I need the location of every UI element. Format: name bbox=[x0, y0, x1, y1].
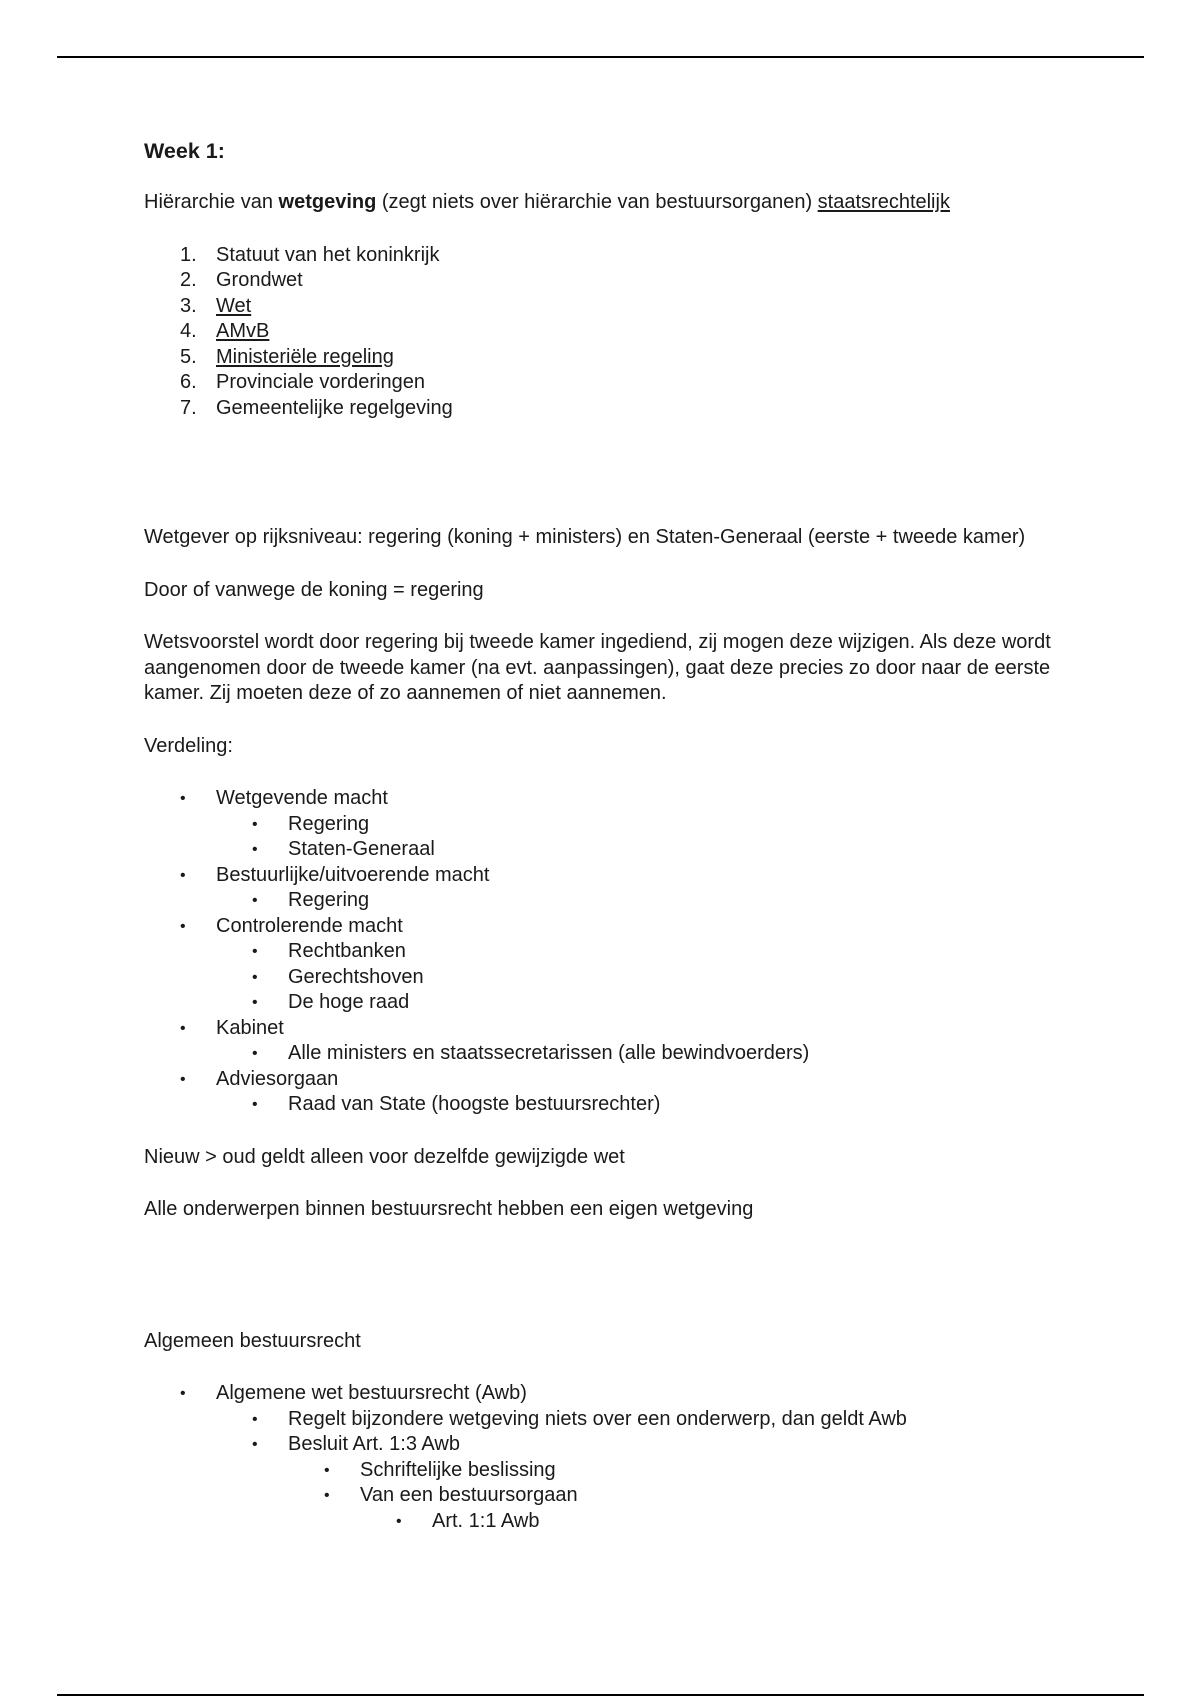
list-item: 6. Provinciale vorderingen bbox=[180, 371, 426, 393]
awb-list bbox=[144, 1381, 1064, 1534]
list-item: 4. AMvB bbox=[180, 320, 270, 342]
nieuw-paragraph: Nieuw > oud geldt alleen voor dezelfde gewijzigde wet bbox=[144, 1145, 625, 1168]
intro-underlined-term: staatsrechtelijk bbox=[817, 191, 950, 213]
intro-paragraph: Hiërarchie van wetgeving (zegt niets over hiërarchie van bestuursorganen) staatsrechtelijk bbox=[144, 191, 950, 213]
list-item: • Kabinet bbox=[180, 1016, 284, 1039]
list-item: • Wetgevende macht bbox=[180, 787, 388, 809]
intro-bold-term: wetgeving bbox=[278, 191, 377, 213]
list-item: • Regelt bijzondere wetgeving niets over een onderwerp, dan geldt Awb bbox=[252, 1407, 907, 1430]
list-item: • Regering bbox=[252, 812, 370, 835]
list-item: • Rechtbanken bbox=[252, 940, 406, 962]
list-item: • Regering bbox=[252, 889, 370, 911]
list-item: • De hoge raad bbox=[252, 991, 410, 1013]
list-item: 2. Grondwet bbox=[180, 269, 303, 291]
list-item: • Besluit Art. 1:3 Awb bbox=[252, 1433, 460, 1455]
list-item: • Raad van State (hoogste bestuursrechter) bbox=[252, 1093, 661, 1115]
list-item: • Gerechtshoven bbox=[252, 965, 424, 988]
footer-rule bbox=[57, 1694, 1144, 1696]
onderwerpen-paragraph: Alle onderwerpen binnen bestuursrecht hebben een eigen wetgeving bbox=[144, 1198, 754, 1220]
list-item: • Schriftelijke beslissing bbox=[324, 1458, 556, 1481]
list-item: 1. Statuut van het koninkrijk bbox=[180, 243, 440, 266]
list-item: • Adviesorgaan bbox=[180, 1067, 339, 1090]
list-item: • Algemene wet bestuursrecht (Awb) bbox=[180, 1382, 527, 1404]
verdeling-heading: Verdeling: bbox=[144, 734, 233, 757]
list-item: • Staten-Generaal bbox=[252, 838, 435, 860]
page-title: Week 1: bbox=[144, 139, 225, 163]
list-item: 3. Wet bbox=[180, 294, 252, 317]
verdeling-list bbox=[144, 786, 1064, 1118]
koning-paragraph: Door of vanwege de koning = regering bbox=[144, 578, 484, 601]
header-rule bbox=[57, 56, 1144, 58]
wetsvoorstel-paragraph: Wetsvoorstel wordt door regering bij tweede kamer ingediend, zij mogen deze wijzigen. Als deze wordt aangenomen door de tweede kamer (na evt. aanpassingen), gaat deze precies zo door naar de eerste kamer. Zij moeten deze of zo aannemen of niet aannemen. bbox=[144, 631, 1051, 704]
list-item: 7. Gemeentelijke regelgeving bbox=[180, 396, 453, 419]
list-item: • Art. 1:1 Awb bbox=[396, 1509, 540, 1532]
wetgever-paragraph: Wetgever op rijksniveau: regering (koning + ministers) en Staten-Generaal (eerste + tweede kamer) bbox=[144, 526, 1026, 548]
document-body bbox=[144, 138, 1064, 1561]
algemeen-heading: Algemeen bestuursrecht bbox=[144, 1329, 361, 1352]
list-item: • Alle ministers en staatssecretarissen (alle bewindvoerders) bbox=[252, 1042, 810, 1064]
list-item: • Van een bestuursorgaan bbox=[324, 1484, 578, 1506]
list-item: • Bestuurlijke/uitvoerende macht bbox=[180, 863, 490, 886]
list-item: • Controlerende macht bbox=[180, 914, 403, 937]
hierarchy-list bbox=[144, 243, 1064, 422]
list-item: 5. Ministeriële regeling bbox=[180, 345, 394, 368]
